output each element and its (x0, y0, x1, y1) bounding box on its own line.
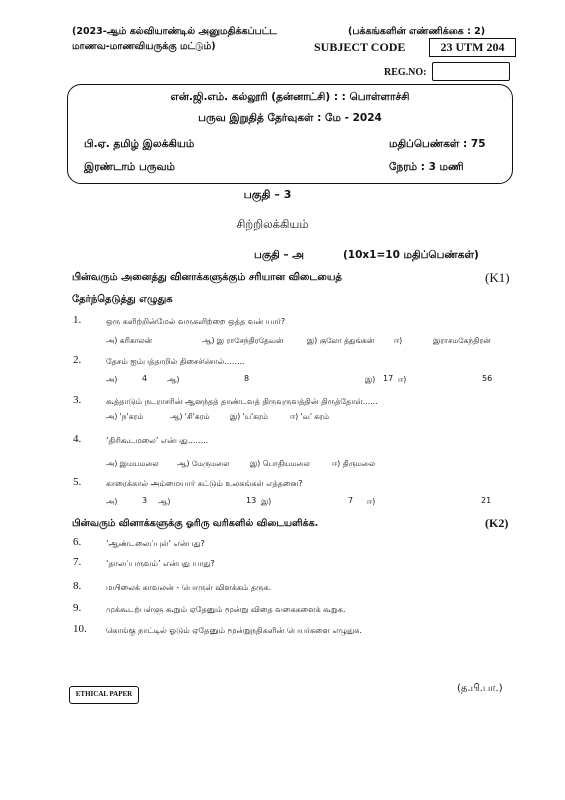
question-number: 7. (73, 556, 82, 568)
option: அ) 'ந'கரம் (106, 412, 144, 421)
option-marker: அ) (106, 375, 118, 384)
question-text: மயிலைக் காவலன் - பொருள் விளக்கம் தருக. (106, 583, 272, 592)
paper-title: சிற்றிலக்கியம் (236, 217, 309, 231)
exam-name: பருவ இறுதித் தேர்வுகள் : மே - 2024 (198, 112, 382, 124)
option: அ) இமயமலை (106, 459, 159, 468)
question-number: 3. (73, 394, 82, 406)
exam-title-box (67, 84, 513, 184)
option-marker: ஆ) (158, 497, 171, 506)
option-value: 13 (246, 496, 257, 505)
option-marker: இ) (261, 497, 272, 506)
question-text: ‘திரிகூடமலை’ என்பது........ (106, 436, 209, 445)
option: ஆ) இ ராசேந்திரதேவன் (202, 336, 284, 345)
option-value: 17 (383, 374, 394, 383)
option-value: 3 (142, 496, 148, 505)
section-a-instruction-line2: தேர்ந்தெடுத்து எழுதுக (72, 294, 173, 305)
section-a-marks: (10x1=10 மதிப்பெண்கள்) (343, 249, 479, 261)
subject-code: 23 UTM 204 (440, 40, 505, 54)
option-value: 8 (244, 374, 250, 383)
question-text: கொங்கு நாட்டில் ஓடும் ஏதேனும் மூன்றுநதிகளின் பெயர்களை எழுதுக. (106, 626, 362, 635)
option-marker: ஆ) (167, 375, 180, 384)
exam-duration: நேரம் : 3 மணி (389, 161, 464, 173)
question-text: காரைக்கால் அம்மையார் சுட்டும் உலகங்கள் எத்தனை? (106, 479, 303, 488)
option-value: 4 (142, 374, 148, 383)
option-marker: இ) (365, 375, 376, 384)
question-text: ‘தாலப்பருவம்’ என்பது யாது? (106, 559, 215, 568)
option: இ) பொதியமலை (250, 459, 310, 468)
question-text: ஒரு களிற்றின்மேல் வருகளிற்றை ஒத்த வன் யார்? (106, 317, 286, 326)
option: ஈ) திருமலை (332, 459, 376, 468)
semester-name: இரண்டாம் பருவம் (84, 161, 175, 173)
option: அ) கரிகாலன் (106, 336, 153, 345)
ethical-paper-box (69, 686, 139, 704)
permission-note-line2: மாணவ-மாணவியருக்கு மட்டும்) (72, 41, 216, 52)
college-name: என்.ஜி.எம். கல்லூரி (தன்னாட்சி) : : பொள்ளாச்சி (170, 91, 410, 103)
question-text: கூத்தாடும் நடராசரின் ஆனந்தத் தாண்டவத் திருவுருவத்தின் திருத்தோள்...... (106, 397, 378, 406)
option: இ) 'ய'கரம் (230, 412, 268, 421)
section-b-instruction: பின்வரும் வினாக்களுக்கு ஓரிரு வரிகளில் விடையளிக்க. (72, 518, 319, 529)
section-a-title: பகுதி – அ (254, 249, 304, 261)
part-title: பகுதி – 3 (243, 188, 292, 201)
subject-code-box (429, 38, 516, 57)
option: ஆ) 'சி'கரம் (170, 412, 210, 421)
question-number: 9. (73, 602, 82, 614)
option: ஆ) மேருமலை (177, 459, 230, 468)
question-text: ‘ஆண்டலைப்புள்’ என்பது? (106, 539, 205, 548)
ethical-paper-label: ETHICAL PAPER (75, 690, 133, 698)
course-name: பி.ஏ. தமிழ் இலக்கியம் (84, 138, 195, 150)
option-value: 56 (482, 374, 493, 383)
question-number: 10. (73, 623, 87, 635)
please-turn-over: (த.பி.பா.) (457, 683, 503, 694)
subject-code-label: SUBJECT CODE (314, 40, 406, 54)
option-marker: அ) (106, 497, 118, 506)
option-value: 7 (348, 496, 354, 505)
question-text: தேசம் ஐம்பத்தாறில் திசைச்சொல்........ (106, 357, 245, 366)
option-value: 21 (481, 496, 492, 505)
option-marker: ஈ) (398, 375, 407, 384)
question-number: 1. (73, 314, 82, 326)
option-marker: ஈ) (367, 497, 376, 506)
max-marks: மதிப்பெண்கள் : 75 (389, 138, 486, 150)
option: இ) குலோ த்துங்கன் (307, 336, 375, 345)
section-b-level: (K2) (485, 516, 509, 530)
section-a-instruction-line1: பின்வரும் அனைத்து வினாக்களுக்கும் சரியான விடையைத் (72, 272, 342, 283)
question-number: 2. (73, 354, 82, 366)
page-count-note: (பக்கங்களின் எண்ணிக்கை : 2) (348, 26, 486, 37)
option-marker: ஈ) (394, 336, 403, 345)
question-number: 4. (73, 433, 82, 445)
permission-note-line1: (2023-ஆம் கல்வியாண்டில் அனுமதிக்கப்பட்ட (72, 26, 277, 37)
option: இராசமகேந்திரன் (433, 336, 491, 345)
question-number: 8. (73, 580, 82, 592)
reg-no-label: REG.NO: (384, 67, 427, 78)
question-number: 6. (73, 536, 82, 548)
option: ஈ) 'வ' கரம் (290, 412, 329, 421)
question-number: 5. (73, 476, 82, 488)
section-a-level: (K1) (485, 270, 510, 285)
reg-no-field[interactable] (432, 62, 510, 81)
question-text: முக்கூடற்பள்ளு கூறும் ஏதேனும் மூன்று விதை வகைகளைக் கூறுக. (106, 605, 346, 614)
